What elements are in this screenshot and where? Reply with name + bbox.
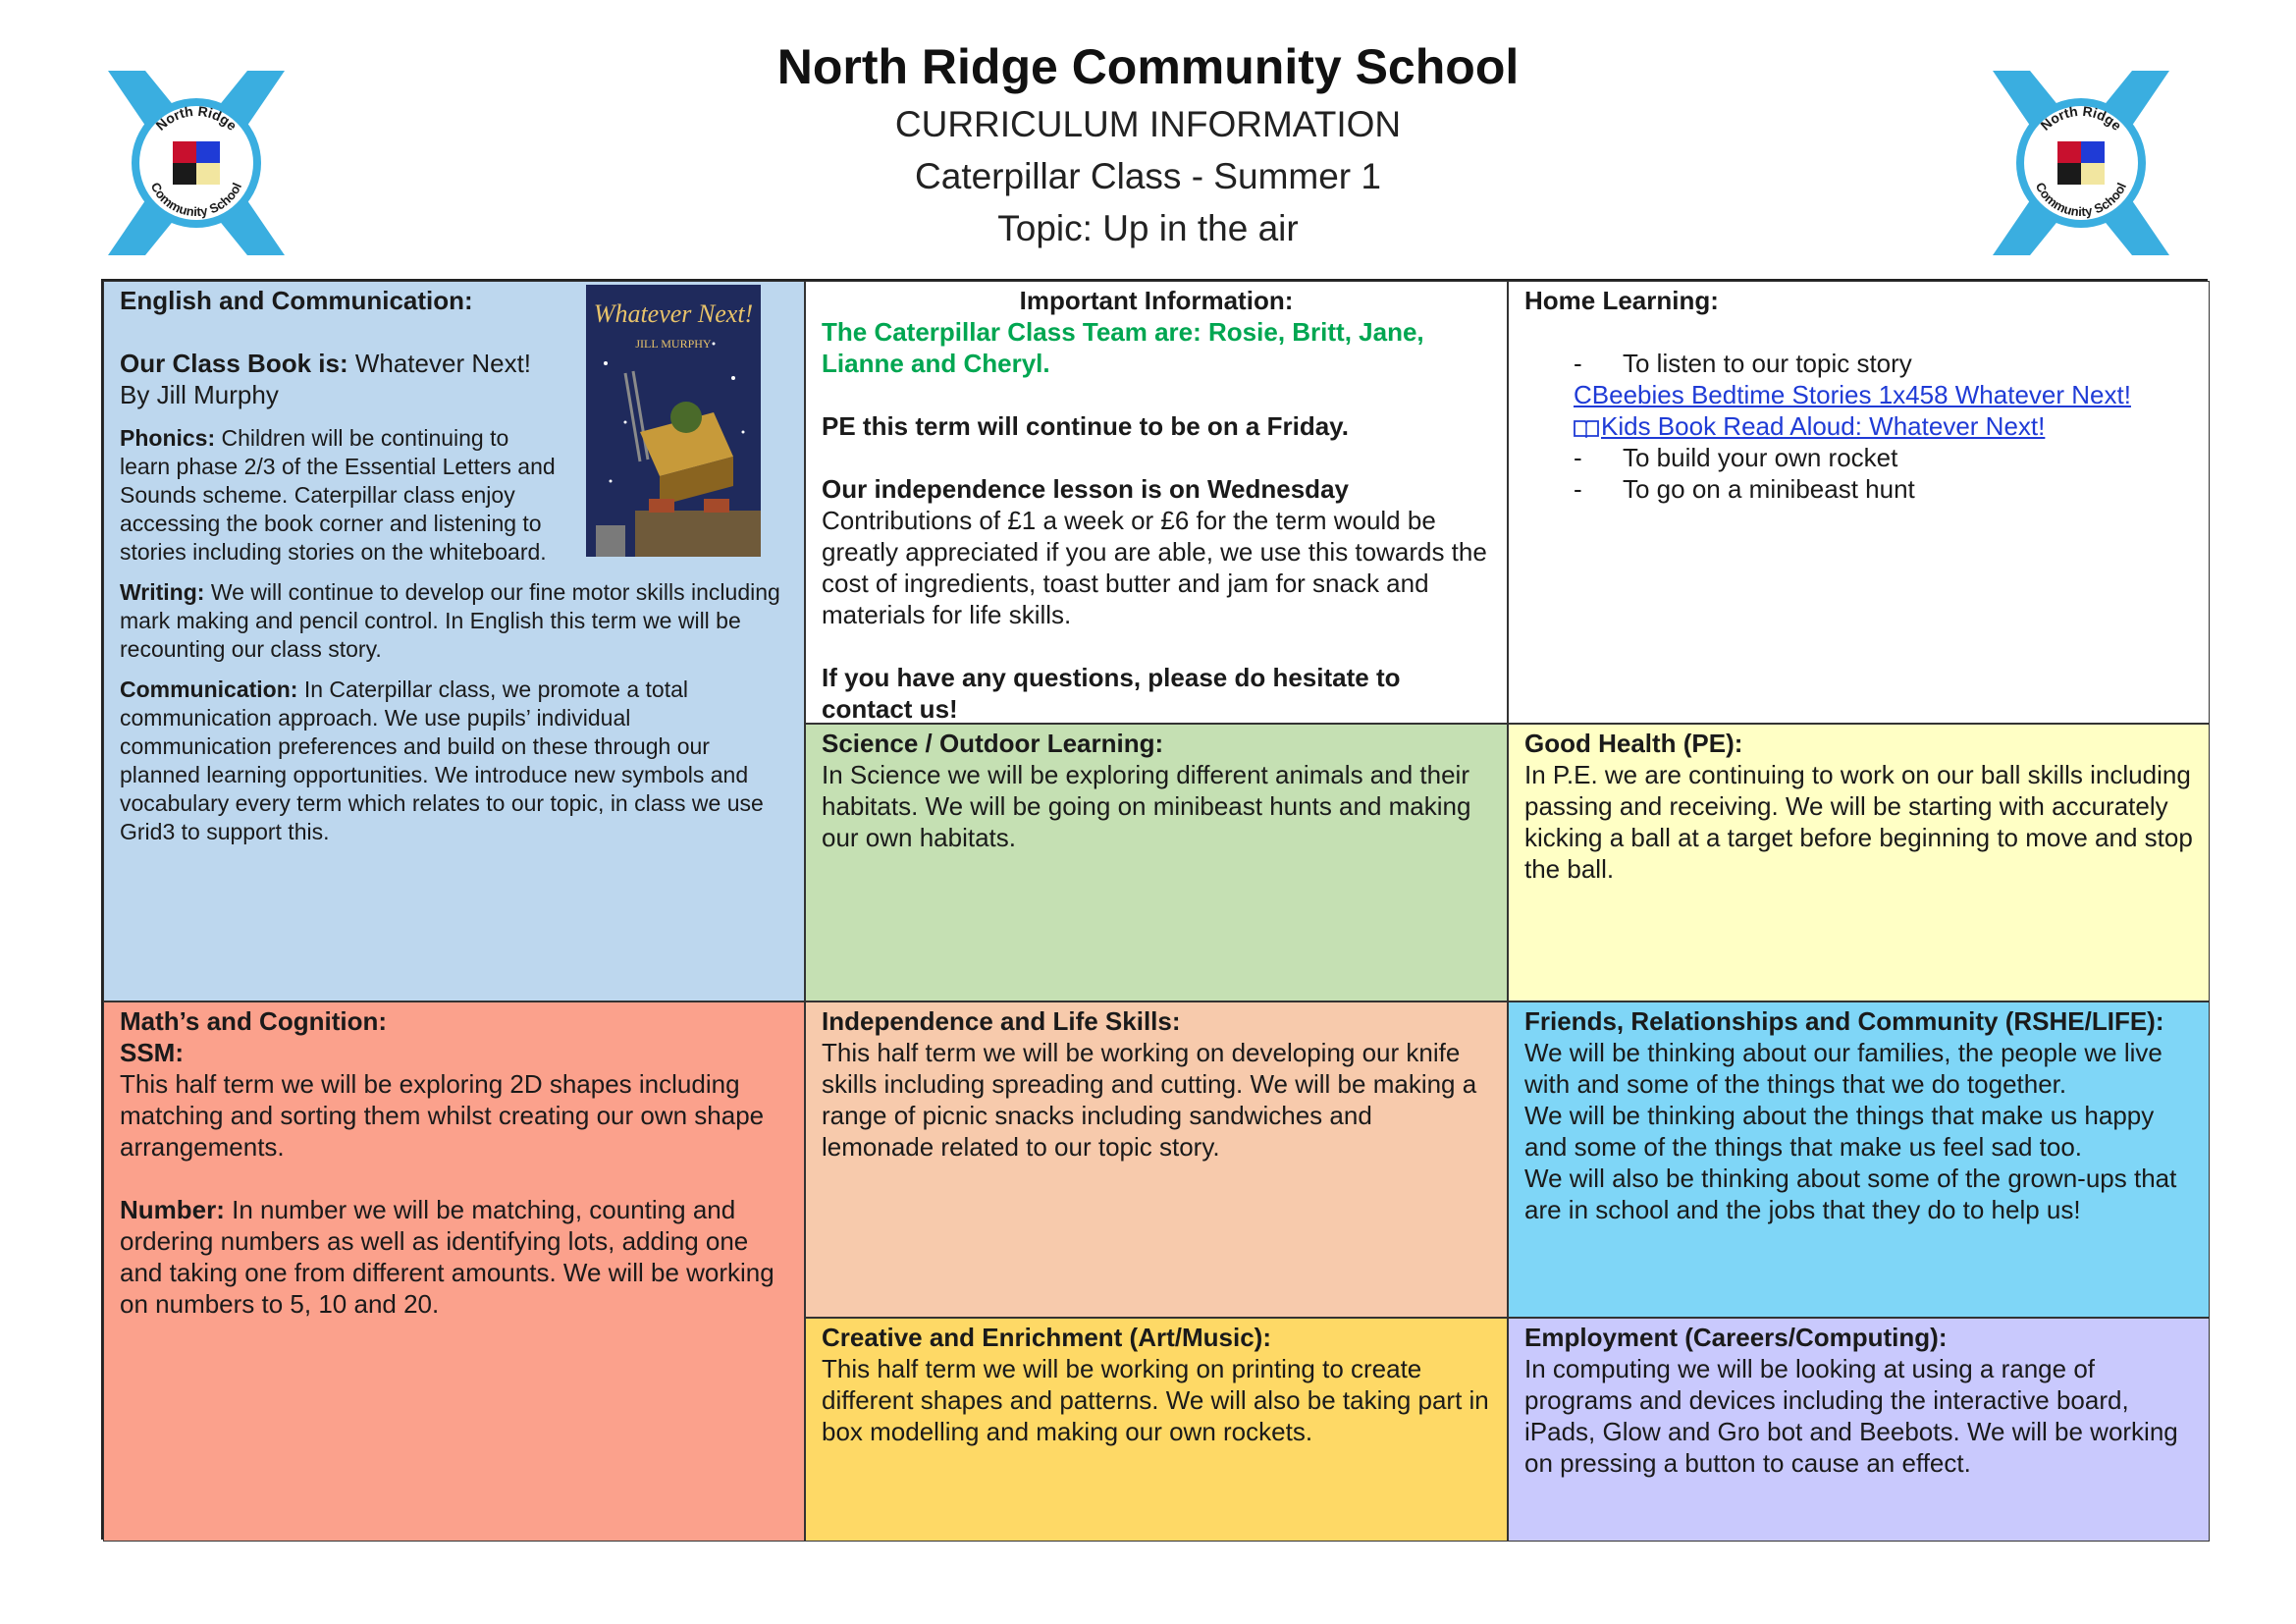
list-item: - To go on a minibeast hunt — [1574, 473, 2193, 505]
maths-section — [103, 1001, 805, 1542]
topic-title: Topic: Up in the air — [997, 208, 1299, 248]
class-book: Our Class Book is: Whatever Next! By Jill Murphy — [120, 349, 532, 409]
independence-day: Our independence lesson is on Wednesday — [822, 474, 1349, 504]
book-icon — [1574, 418, 1599, 438]
curriculum-grid — [101, 279, 2208, 1540]
phonics-text: Phonics: Children will be continuing to learn phase 2/3 of the Essential Letters and Sounds scheme. Caterpillar class enjoy accessing the book corner and listening to stories including stories on the whiteboard. — [120, 425, 556, 565]
employment-section — [1508, 1318, 2210, 1542]
svg-text:North Ridge: North Ridge — [2037, 102, 2125, 134]
writing-text: Writing: We will continue to develop our fine motor skills including mark making and pencil control. In English this term we will be recounting our class story. — [120, 579, 780, 662]
home-learning-list-2 — [1524, 442, 2193, 505]
class-term: Caterpillar Class - Summer 1 — [915, 156, 1381, 196]
ssm-label: SSM: — [120, 1038, 184, 1067]
friends-heading: Friends, Relationships and Community (RSHE/LIFE): — [1524, 1006, 2164, 1036]
svg-text:JILL MURPHY: JILL MURPHY — [635, 337, 712, 351]
communication-text: Communication: In Caterpillar class, we promote a total communication approach. We use pupils’ individual communication preferences and build on these through our planned learning opportunities. We introduce new symbols and vocabulary every term which relates to our topic, in class we use Grid3 to support this. — [120, 677, 764, 844]
page-header — [0, 35, 2296, 254]
friends-section — [1508, 1001, 2210, 1318]
important-info-section — [805, 281, 1508, 724]
health-text: In P.E. we are continuing to work on our ball skills including passing and receiving. We will be starting with accurately kicking a ball at a target before beginning to move and stop the ball. — [1524, 760, 2193, 884]
friends-text-1: We will be thinking about our families, the people we live with and some of the things that we do together. — [1524, 1038, 2163, 1099]
questions-text: If you have any questions, please do hesitate to contact us! — [822, 663, 1401, 724]
home-learning-list — [1524, 348, 2193, 379]
health-heading: Good Health (PE): — [1524, 729, 1743, 758]
creative-text: This half term we will be working on printing to create different shapes and patterns. We will also be taking part in box modelling and making our own rockets. — [822, 1354, 1489, 1446]
number-text: Number: In number we will be matching, counting and ordering numbers as well as identifying lots, adding one and taking one from different amounts. We will be working on numbers to 5, 10 and 20. — [120, 1195, 774, 1319]
document-subtitle: CURRICULUM INFORMATION — [894, 104, 1402, 144]
creative-section — [805, 1318, 1508, 1542]
kids-book-link[interactable]: Kids Book Read Aloud: Whatever Next! — [1524, 410, 2193, 442]
school-name: North Ridge Community School — [776, 39, 1520, 94]
maths-heading: Math’s and Cognition: — [120, 1006, 387, 1036]
book-cover-image — [586, 285, 761, 557]
science-section — [805, 724, 1508, 1001]
svg-text:Community School: Community School — [147, 180, 245, 220]
employment-text: In computing we will be looking at using a range of programs and devices including the interactive board, iPads, Glow and Gro bot and Beebots. We will be working on pressing a button to cause an effect. — [1524, 1354, 2178, 1478]
list-item: - To build your own rocket — [1574, 442, 2193, 473]
contributions-text: Contributions of £1 a week or £6 for the term would be greatly appreciated if you are able, we use this towards the cost of ingredients, toast butter and jam for snack and materials for life skills. — [822, 506, 1487, 629]
list-item: - To listen to our topic story — [1574, 348, 2193, 379]
english-section — [103, 281, 805, 1001]
important-heading: Important Information: — [1019, 286, 1294, 315]
good-health-section — [1508, 724, 2210, 1001]
independence-section — [805, 1001, 1508, 1318]
cbeebies-link[interactable]: CBeebies Bedtime Stories 1x458 Whatever Next! — [1574, 380, 2131, 409]
svg-text:Whatever Next!: Whatever Next! — [593, 299, 754, 328]
english-heading: English and Communication: — [120, 286, 473, 315]
school-logo-right — [1983, 65, 2179, 261]
svg-text:Community School: Community School — [2032, 180, 2130, 220]
science-heading: Science / Outdoor Learning: — [822, 729, 1164, 758]
creative-heading: Creative and Enrichment (Art/Music): — [822, 1323, 1271, 1352]
class-team: The Caterpillar Class Team are: Rosie, Britt, Jane, Lianne and Cheryl. — [822, 317, 1424, 378]
home-learning-section — [1508, 281, 2210, 724]
ssm-text: This half term we will be exploring 2D shapes including matching and sorting them whilst creating our own shape arrangements. — [120, 1069, 765, 1162]
pe-day: PE this term will continue to be on a Friday. — [822, 411, 1349, 441]
home-heading: Home Learning: — [1524, 286, 1719, 315]
school-logo-left — [98, 65, 294, 261]
svg-text:North Ridge: North Ridge — [152, 102, 240, 134]
independence-heading: Independence and Life Skills: — [822, 1006, 1181, 1036]
friends-text-3: We will also be thinking about some of the grown-ups that are in school and the jobs that they do to help us! — [1524, 1164, 2177, 1224]
friends-text-2: We will be thinking about the things that make us happy and some of the things that make us feel sad too. — [1524, 1101, 2155, 1162]
independence-text: This half term we will be working on developing our knife skills including spreading and cutting. We will be making a range of picnic snacks including sandwiches and lemonade related to our topic story. — [822, 1038, 1477, 1162]
employment-heading: Employment (Careers/Computing): — [1524, 1323, 1948, 1352]
science-text: In Science we will be exploring different animals and their habitats. We will be going on minibeast hunts and making our own habitats. — [822, 760, 1471, 852]
